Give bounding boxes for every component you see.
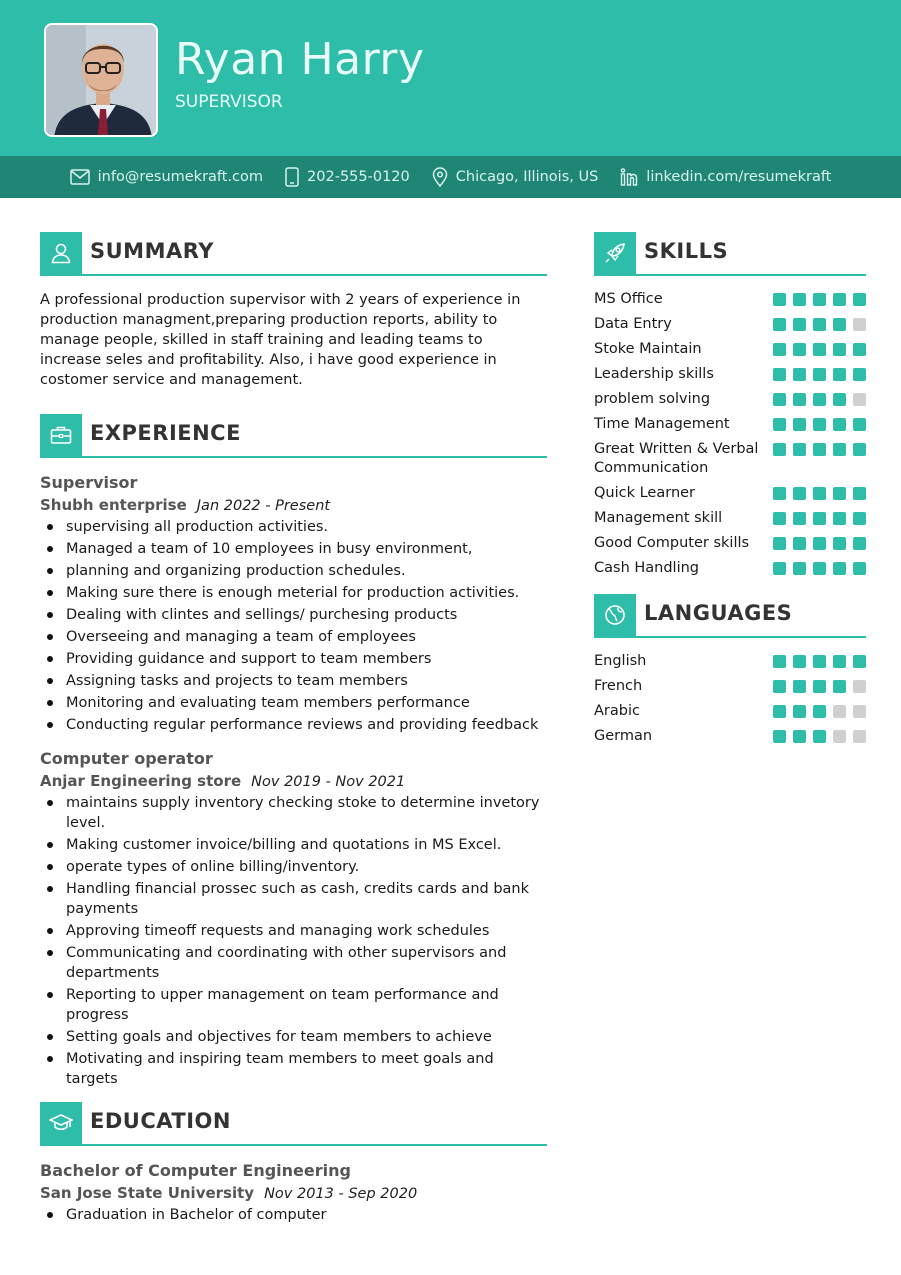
- education-entry: [40, 1160, 547, 1225]
- candidate-role: SUPERVISOR: [175, 92, 283, 112]
- summary-text: A professional production supervisor with 2 years of experience in production managment,preparing production reports, ability to manage people, skilled in staff training and leading teams to increase seles and profitability. Also, i have good experience in costomer service and management.: [40, 292, 521, 388]
- list-item: Motivating and inspiring team members to meet goals and targets: [40, 1049, 547, 1089]
- language-row: [594, 702, 866, 721]
- globe-icon: [594, 594, 636, 636]
- summary-header: [40, 232, 547, 276]
- rating-dots: [773, 534, 866, 550]
- rating-dots: [773, 509, 866, 525]
- rating-dot-filled: [773, 293, 786, 306]
- rating-dot-filled: [793, 730, 806, 743]
- language-row-name: Arabic: [594, 703, 640, 719]
- job-dates: Nov 2019 - Nov 2021: [251, 774, 406, 790]
- rating-dot-filled: [773, 393, 786, 406]
- rating-dot-empty: [853, 680, 866, 693]
- list-item: Dealing with clintes and sellings/ purchesing products: [40, 605, 547, 625]
- rating-dot-filled: [813, 418, 826, 431]
- list-item: Graduation in Bachelor of computer: [40, 1205, 547, 1225]
- main-column: [40, 232, 547, 1238]
- rating-dot-filled: [773, 512, 786, 525]
- rating-dot-filled: [813, 705, 826, 718]
- list-item: Approving timeoff requests and managing work schedules: [40, 921, 547, 941]
- rating-dot-filled: [773, 730, 786, 743]
- rating-dot-filled: [833, 512, 846, 525]
- rating-dots: [773, 702, 866, 718]
- list-item: Overseeing and managing a team of employees: [40, 627, 547, 647]
- language-row-name: English: [594, 653, 647, 669]
- skill-row-name: Great Written & Verbal Communication: [594, 441, 759, 476]
- rating-dot-filled: [833, 368, 846, 381]
- rating-dot-filled: [793, 705, 806, 718]
- contact-linkedin-text[interactable]: linkedin.com/resumekraft: [646, 169, 832, 185]
- rating-dot-filled: [853, 418, 866, 431]
- rating-dots: [773, 415, 866, 431]
- education-bullets: [40, 1205, 547, 1225]
- language-row-name: German: [594, 728, 653, 744]
- rating-dot-filled: [793, 318, 806, 331]
- education-title: EDUCATION: [90, 1109, 231, 1133]
- rating-dot-filled: [853, 655, 866, 668]
- job-entry: [40, 748, 547, 1089]
- email-icon: [70, 169, 90, 185]
- job-entry: [40, 472, 547, 735]
- skill-row-name: Good Computer skills: [594, 535, 750, 551]
- rating-dot-empty: [853, 393, 866, 406]
- rating-dot-filled: [793, 512, 806, 525]
- list-item: Managed a team of 10 employees in busy environment,: [40, 539, 547, 559]
- language-row: [594, 677, 866, 696]
- rating-dot-filled: [793, 343, 806, 356]
- phone-icon: [285, 167, 299, 187]
- skill-row-name: Stoke Maintain: [594, 341, 702, 357]
- rating-dots: [773, 440, 866, 456]
- rocket-icon: [594, 232, 636, 274]
- rating-dot-filled: [773, 343, 786, 356]
- contact-linkedin[interactable]: [620, 168, 831, 186]
- list-item: supervising all production activities.: [40, 517, 547, 537]
- language-row-name: French: [594, 678, 643, 694]
- rating-dots: [773, 677, 866, 693]
- job-company: Anjar Engineering store: [40, 772, 242, 790]
- user-icon: [40, 232, 82, 274]
- skills-title: SKILLS: [644, 239, 729, 263]
- rating-dot-filled: [813, 393, 826, 406]
- rating-dot-filled: [853, 487, 866, 500]
- rating-dot-filled: [773, 318, 786, 331]
- degree-title: Bachelor of Computer Engineering: [40, 1161, 351, 1180]
- skill-row: [594, 559, 866, 578]
- job-company: Shubh enterprise: [40, 496, 187, 514]
- list-item: Monitoring and evaluating team members performance: [40, 693, 547, 713]
- languages-header: [594, 594, 866, 638]
- rating-dot-filled: [813, 343, 826, 356]
- list-item: Conducting regular performance reviews and providing feedback: [40, 715, 547, 735]
- rating-dot-empty: [853, 705, 866, 718]
- list-item: maintains supply inventory checking stoke to determine invetory level.: [40, 793, 547, 833]
- rating-dot-filled: [813, 293, 826, 306]
- briefcase-icon: [40, 414, 82, 456]
- rating-dot-filled: [813, 562, 826, 575]
- skills-list: [594, 290, 866, 578]
- list-item: Handling financial prossec such as cash, credits cards and bank payments: [40, 879, 547, 919]
- skill-row-name: Quick Learner: [594, 485, 696, 501]
- rating-dot-filled: [793, 443, 806, 456]
- list-item: Reporting to upper management on team performance and progress: [40, 985, 547, 1025]
- rating-dot-filled: [813, 537, 826, 550]
- list-item: Making customer invoice/billing and quotations in MS Excel.: [40, 835, 547, 855]
- rating-dot-filled: [773, 443, 786, 456]
- languages-title: LANGUAGES: [644, 601, 793, 625]
- rating-dot-filled: [813, 680, 826, 693]
- rating-dot-filled: [793, 655, 806, 668]
- skill-row: [594, 390, 866, 409]
- list-item: Providing guidance and support to team members: [40, 649, 547, 669]
- rating-dot-filled: [853, 562, 866, 575]
- rating-dot-filled: [773, 705, 786, 718]
- rating-dot-filled: [773, 680, 786, 693]
- skill-row: [594, 534, 866, 553]
- location-pin-icon: [432, 167, 448, 187]
- rating-dot-filled: [833, 293, 846, 306]
- job-title: Supervisor: [40, 473, 138, 492]
- skill-row-name: Cash Handling: [594, 560, 699, 576]
- rating-dot-filled: [793, 487, 806, 500]
- skill-row-name: Leadership skills: [594, 366, 714, 382]
- rating-dot-filled: [853, 537, 866, 550]
- rating-dots: [773, 390, 866, 406]
- language-row: [594, 652, 866, 671]
- experience-header: [40, 414, 547, 458]
- rating-dot-filled: [813, 318, 826, 331]
- rating-dot-filled: [853, 512, 866, 525]
- summary-title: SUMMARY: [90, 239, 214, 263]
- rating-dot-filled: [773, 368, 786, 381]
- rating-dot-filled: [773, 537, 786, 550]
- candidate-name: Ryan Harry: [175, 34, 425, 85]
- rating-dot-filled: [813, 512, 826, 525]
- contact-email-text[interactable]: info@resumekraft.com: [97, 169, 264, 185]
- skill-row-name: problem solving: [594, 391, 711, 407]
- rating-dot-filled: [853, 368, 866, 381]
- rating-dot-filled: [833, 537, 846, 550]
- rating-dot-filled: [853, 343, 866, 356]
- contact-location: [432, 167, 599, 187]
- rating-dot-filled: [793, 418, 806, 431]
- skill-row-name: Data Entry: [594, 316, 672, 332]
- list-item: Assigning tasks and projects to team members: [40, 671, 547, 691]
- rating-dot-empty: [833, 705, 846, 718]
- header: [0, 0, 901, 156]
- skill-row: [594, 365, 866, 384]
- rating-dots: [773, 290, 866, 306]
- rating-dot-filled: [773, 655, 786, 668]
- skill-row-name: MS Office: [594, 291, 663, 307]
- skill-row: [594, 440, 866, 478]
- skill-row: [594, 340, 866, 359]
- school-name: San Jose State University: [40, 1184, 255, 1202]
- skills-header: [594, 232, 866, 276]
- rating-dot-empty: [833, 730, 846, 743]
- rating-dot-filled: [853, 443, 866, 456]
- rating-dot-filled: [793, 562, 806, 575]
- rating-dot-empty: [853, 318, 866, 331]
- rating-dot-filled: [833, 443, 846, 456]
- job-bullets: [40, 517, 547, 735]
- skill-row: [594, 415, 866, 434]
- rating-dot-filled: [793, 393, 806, 406]
- list-item: Setting goals and objectives for team members to achieve: [40, 1027, 547, 1047]
- rating-dot-filled: [773, 562, 786, 575]
- skill-row: [594, 484, 866, 503]
- list-item: Communicating and coordinating with other supervisors and departments: [40, 943, 547, 983]
- experience-title: EXPERIENCE: [90, 421, 241, 445]
- rating-dot-filled: [833, 418, 846, 431]
- skill-row: [594, 315, 866, 334]
- rating-dot-filled: [833, 318, 846, 331]
- job-bullets: [40, 793, 547, 1089]
- skill-row-name: Time Management: [594, 416, 730, 432]
- rating-dots: [773, 340, 866, 356]
- contact-email[interactable]: [70, 169, 263, 185]
- rating-dot-filled: [833, 655, 846, 668]
- contact-location-text: Chicago, Illinois, US: [455, 169, 599, 185]
- rating-dot-filled: [773, 487, 786, 500]
- job-title: Computer operator: [40, 749, 213, 768]
- rating-dot-filled: [793, 293, 806, 306]
- rating-dots: [773, 727, 866, 743]
- side-column: [594, 232, 866, 752]
- skill-row: [594, 509, 866, 528]
- rating-dot-filled: [813, 368, 826, 381]
- education-header: [40, 1102, 547, 1146]
- list-item: operate types of online billing/inventory.: [40, 857, 547, 877]
- education-dates: Nov 2013 - Sep 2020: [264, 1186, 418, 1202]
- rating-dot-filled: [793, 537, 806, 550]
- list-item: Making sure there is enough meterial for production activities.: [40, 583, 547, 603]
- rating-dot-filled: [833, 562, 846, 575]
- rating-dot-filled: [773, 418, 786, 431]
- profile-photo: [44, 23, 158, 137]
- rating-dot-filled: [793, 368, 806, 381]
- rating-dot-filled: [813, 730, 826, 743]
- rating-dot-filled: [813, 443, 826, 456]
- rating-dot-filled: [793, 680, 806, 693]
- rating-dots: [773, 652, 866, 668]
- rating-dot-filled: [833, 487, 846, 500]
- contact-bar: [0, 156, 901, 198]
- rating-dots: [773, 365, 866, 381]
- job-dates: Jan 2022 - Present: [196, 498, 331, 514]
- rating-dot-filled: [833, 680, 846, 693]
- rating-dot-filled: [813, 655, 826, 668]
- graduation-cap-icon: [40, 1102, 82, 1144]
- skill-row: [594, 290, 866, 309]
- rating-dots: [773, 559, 866, 575]
- rating-dot-filled: [853, 293, 866, 306]
- skill-row-name: Management skill: [594, 510, 723, 526]
- language-row: [594, 727, 866, 746]
- rating-dot-filled: [813, 487, 826, 500]
- rating-dot-empty: [853, 730, 866, 743]
- rating-dot-filled: [833, 343, 846, 356]
- list-item: planning and organizing production schedules.: [40, 561, 547, 581]
- rating-dot-filled: [833, 393, 846, 406]
- languages-list: [594, 652, 866, 746]
- linkedin-icon: [620, 168, 638, 186]
- rating-dots: [773, 484, 866, 500]
- rating-dots: [773, 315, 866, 331]
- contact-phone[interactable]: [285, 167, 410, 187]
- contact-phone-text[interactable]: 202-555-0120: [307, 169, 410, 185]
